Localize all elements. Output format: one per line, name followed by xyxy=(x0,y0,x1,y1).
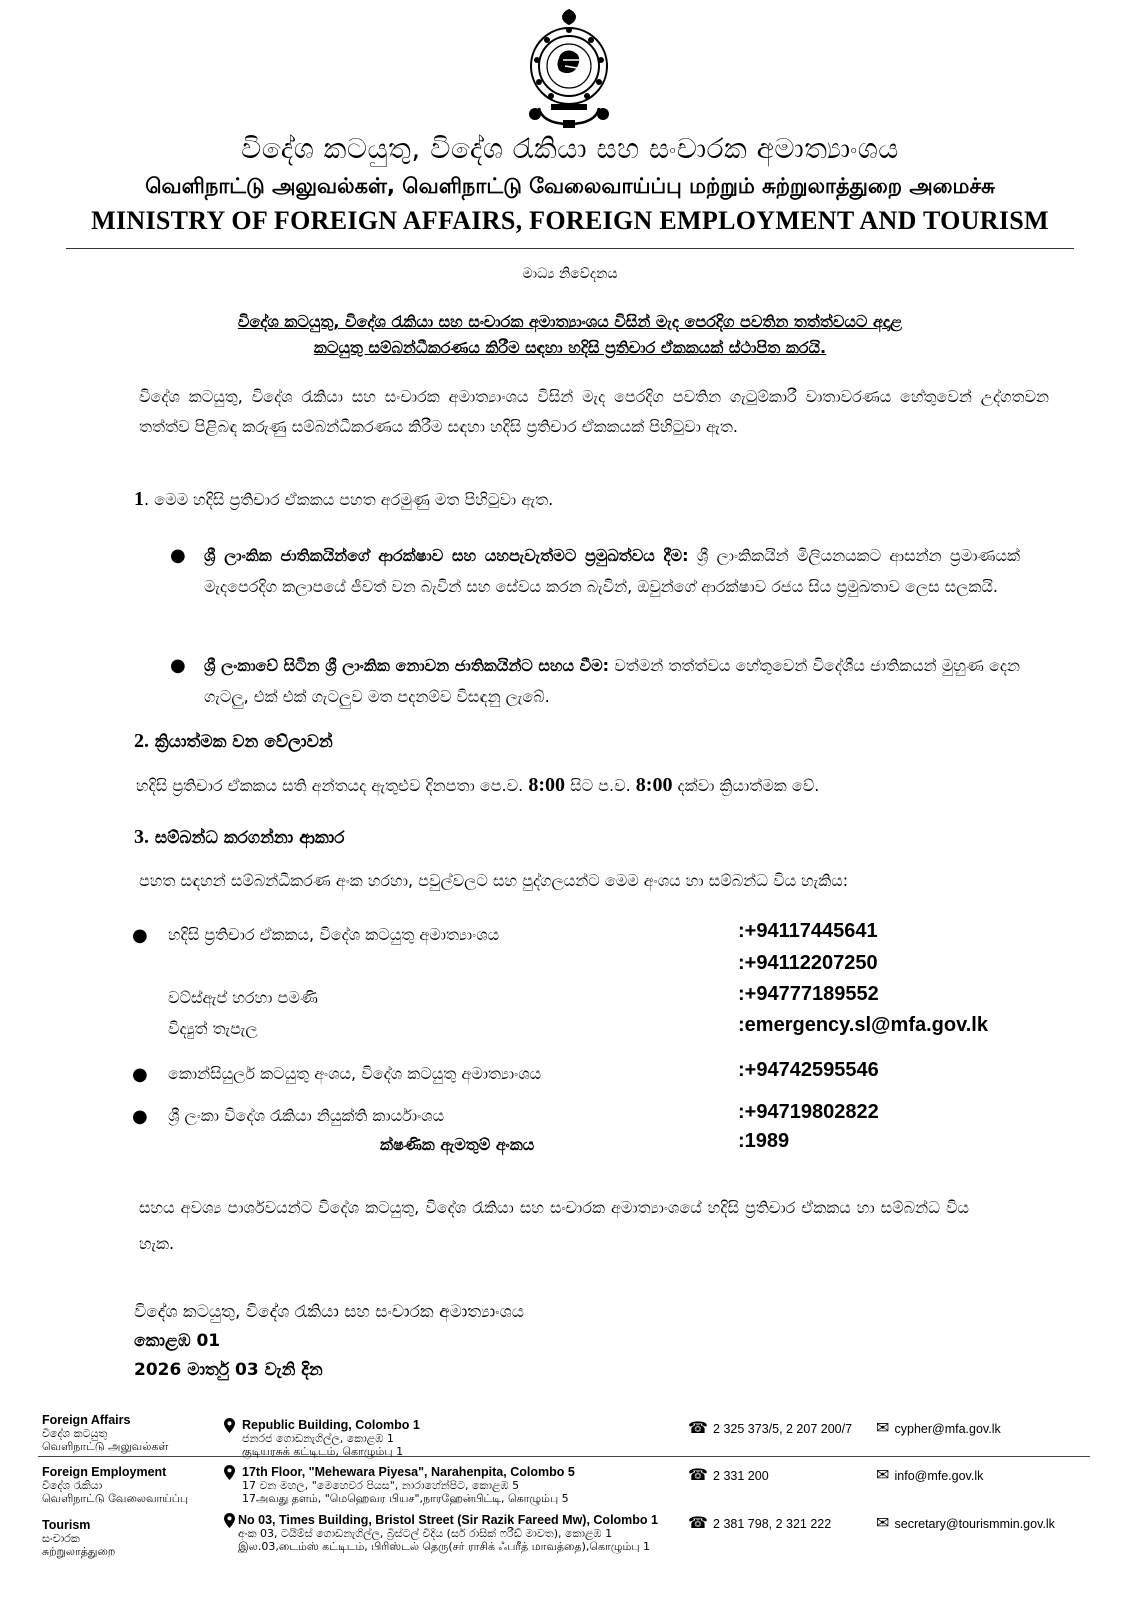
contact-intro: පහත සඳහන් සම්බන්ධීකරණ අංක හරහා, පවුල්වලට සහ පුද්ගලයන්ට මෙම අංශය හා සම්බන්ධ විය හැකිය: xyxy=(139,871,849,890)
section-2-heading xyxy=(134,730,333,753)
bullet-icon: ● xyxy=(170,655,186,676)
footer-phone-value: 2 381 798, 2 321 222 xyxy=(713,1517,832,1531)
envelope-icon: ✉ xyxy=(876,1513,890,1532)
objective-1-text: ශ්‍රී ලාංකිකයින් මිලියනයකට ආසන්න ප්‍රමාණයක් මැදපෙරදිග කලාපයේ ජීවත් වන බැවින් සහ සේවය කරන බැවින්, ඔවුන්ගේ ආරක්ෂාව රජය සිය ප්‍රමුඛතාව ලෙස සලකයි. xyxy=(204,546,1020,596)
ministry-name-tamil: வெளிநாட்டு அலுவல்கள், வெளிநாட்டு வேலைவாய்ப்பு மற்றும் சுற்றுலாத்துறை அமைச்சு xyxy=(145,174,995,198)
location-pin-icon xyxy=(224,1465,235,1484)
telephone-icon: ☎ xyxy=(688,1418,708,1437)
objective-2-title: ශ්‍රී ලංකාවේ සිටින ශ්‍රී ලාංකික නොවන ජාතිකයින්ට සහය වීම: xyxy=(204,656,610,675)
contact-label-consular: කොන්සියුලර් කටයුතු අංශය, විදේශ කටයුතු අමාත්‍යාංශය xyxy=(168,1064,542,1083)
footer-dept-sinhala: විදේශ රැකියා xyxy=(42,1479,103,1492)
section-3-number: 3. xyxy=(134,826,149,848)
section-3-title: සම්බන්ධ කරගන්නා ආකාර xyxy=(154,828,345,848)
footer-address-ta: குடியரசுக் கட்டிடம், கொழும்பு 1 xyxy=(242,1445,404,1458)
objective-1 xyxy=(204,540,1020,602)
footer-email-value[interactable]: info@mfe.gov.lk xyxy=(894,1469,984,1483)
location-pin-icon xyxy=(224,1418,235,1437)
signature-city: කොළඹ 01 xyxy=(134,1331,221,1351)
objective-2 xyxy=(204,650,1020,712)
contact-label-whatsapp: වට්ස්ඇප් හරහා පමණි xyxy=(168,988,318,1007)
footer-address-ta: இல.03,டைம்ஸ் கட்டிடம், பிரிஸ்டல் தெரு(சர் ராசிக் ஃபரீத் மாவத்தை),கொழும்பு 1 xyxy=(238,1540,651,1553)
title-line-1: විදේශ කටයුතු, විදේශ රැකියා සහ සංචාරක අමාත්‍යාංශය විසින් මැද පෙරදිග පවතින තත්ත්වයට අදාළ xyxy=(237,312,903,331)
section-1-text: . මෙම හදිසි ප්‍රතිචාර ඒකකය පහත අරමුණු මත පිහිටුවා ඇත. xyxy=(144,490,554,509)
bullet-icon: ● xyxy=(132,1106,148,1127)
footer-address-ta: 17அவது தளம், "மெஹெவர பியச",நாரஹேன்பிட்டி, கொழும்பு 5 xyxy=(242,1492,569,1505)
footer-address-en: 17th Floor, "Mehewara Piyesa", Narahenpita, Colombo 5 xyxy=(242,1465,575,1479)
footer-address-si: අංක 03, ටයිම්ස් ගොඩනැගිල්ල, බ්‍රිස්ටල් වීදිය (සර් රාසික් ෆරීඩ් මාවත), කොළඹ 1 xyxy=(238,1527,613,1540)
operating-hours-text xyxy=(136,774,819,797)
footer-email-foreign-affairs[interactable] xyxy=(876,1418,1001,1437)
footer-address-en: Republic Building, Colombo 1 xyxy=(242,1418,420,1432)
footer-dept-tamil: வெளிநாட்டு வேலைவாய்ப்பு xyxy=(42,1492,189,1505)
footer-email-value[interactable]: cypher@mfa.gov.lk xyxy=(894,1422,1001,1436)
footer-address-si: 17 වන මහල, "මෙහෙවර පියස", නාරාහේන්පිට, කොළඹ 5 xyxy=(242,1479,520,1492)
footer-phone-foreign-employment xyxy=(688,1465,769,1484)
footer-address-foreign-affairs xyxy=(224,1418,420,1458)
bullet-icon: ● xyxy=(132,1064,148,1085)
section-1-number: 1 xyxy=(134,488,144,510)
state-emblem xyxy=(521,8,617,130)
end-time: 8:00 xyxy=(635,774,673,796)
contact-email[interactable]: :emergency.sl@mfa.gov.lk xyxy=(738,1014,988,1036)
footer-email-value[interactable]: secretary@tourismmin.gov.lk xyxy=(894,1517,1055,1531)
contact-slbfe-phone[interactable]: :+94719802822 xyxy=(738,1101,879,1123)
contact-label-slbfe: ශ්‍රී ලංකා විදේශ රැකියා නියුක්ති කාර්යාංශය xyxy=(168,1106,445,1125)
footer-dept-sinhala: විදේශ කටයුතු xyxy=(42,1427,108,1440)
footer-divider xyxy=(38,1456,1090,1457)
footer-phone-foreign-affairs xyxy=(688,1418,852,1437)
footer-dept-title: Foreign Affairs xyxy=(42,1413,131,1427)
objective-1-title: ශ්‍රී ලාංකික ජාතිකයින්ගේ ආරක්ෂාව සහ යහපැවැත්මට ප්‍රමුඛත්වය දීම: xyxy=(204,546,689,565)
start-time: 8:00 xyxy=(528,774,565,796)
contact-phone-1[interactable]: :+94117445641 xyxy=(738,920,878,942)
footer-phone-value: 2 325 373/5, 2 207 200/7 xyxy=(713,1422,853,1436)
document-type: මාධ්‍ය නිවේදනය xyxy=(522,266,618,282)
ministry-name-sinhala: විදේශ කටයුතු, විදේශ රැකියා සහ සංචාරක අමාත්‍යාංශය xyxy=(241,132,899,165)
contact-phone-2[interactable]: :+94112207250 xyxy=(738,952,878,974)
footer-address-tourism xyxy=(224,1513,658,1553)
signature-date: 2026 මාර්තු 03 වැනි දින xyxy=(134,1360,323,1380)
hours-text-b: සිට ප.ව. xyxy=(565,776,636,795)
signature-ministry: විදේශ කටයුතු, විදේශ රැකියා සහ සංචාරක අමාත්‍යාංශය xyxy=(134,1302,524,1322)
header-divider xyxy=(66,248,1074,249)
section-1-heading xyxy=(134,488,553,511)
section-3-heading xyxy=(134,826,345,849)
envelope-icon: ✉ xyxy=(876,1418,890,1437)
footer-dept-tourism xyxy=(42,1518,115,1558)
footer-dept-title: Tourism xyxy=(42,1518,91,1532)
bullet-icon: ● xyxy=(170,545,186,566)
contact-consular-phone[interactable]: :+94742595546 xyxy=(738,1059,879,1081)
envelope-icon: ✉ xyxy=(876,1465,890,1484)
telephone-icon: ☎ xyxy=(688,1513,708,1532)
contact-label-hotline: ක්ෂණික ඇමතුම් අංකය xyxy=(380,1135,535,1154)
telephone-icon: ☎ xyxy=(688,1465,708,1484)
footer-dept-tamil: வெளிநாட்டு அலுவல்கள் xyxy=(42,1440,169,1453)
hours-text-a: හදිසි ප්‍රතිචාර ඒකකය සති අන්තයද ඇතුළුව දිනපතා පෙ.ව. xyxy=(136,776,529,795)
contact-whatsapp[interactable]: :+94777189552 xyxy=(738,983,879,1005)
title-line-2: කටයුතු සම්බන්ධීකරණය කිරීම සඳහා හදිසි ප්‍රතිචාර ඒකකයක් ස්ථාපිත කරයි. xyxy=(313,338,827,357)
ministry-name-english: MINISTRY OF FOREIGN AFFAIRS, FOREIGN EMPLOYMENT AND TOURISM xyxy=(91,206,1049,235)
footer-email-foreign-employment[interactable] xyxy=(876,1465,983,1484)
footer-dept-sinhala: සංචාරක xyxy=(42,1532,80,1545)
footer-dept-tamil: சுற்றுலாத்துறை xyxy=(42,1545,116,1558)
footer-dept-title: Foreign Employment xyxy=(42,1465,167,1479)
footer-address-foreign-employment xyxy=(224,1465,575,1505)
bullet-icon: ● xyxy=(132,925,148,946)
footer-address-en: No 03, Times Building, Bristol Street (Sir Razik Fareed Mw), Colombo 1 xyxy=(238,1513,658,1527)
contact-label-emergency-unit: හදිසි ප්‍රතිචාර ඒකකය, විදේශ කටයුතු අමාත්‍යාංශය xyxy=(168,925,500,944)
section-2-title: ක්‍රියාත්මක වන වේලාවන් xyxy=(154,732,333,752)
footer-phone-tourism xyxy=(688,1513,831,1532)
location-pin-icon xyxy=(224,1513,235,1532)
hours-text-c: දක්වා ක්‍රියාත්මක වේ. xyxy=(672,776,820,795)
footer-dept-foreign-employment xyxy=(42,1465,188,1505)
footer-phone-value: 2 331 200 xyxy=(713,1469,769,1483)
objective-2-text: වත්මන් තත්ත්වය හේතුවෙන් විදේශීය ජාතිකයන් මුහුණ දෙන ගැටලු, එක් එක් ගැටලුව මත පදනම්ව විසඳනු ලැබේ. xyxy=(204,656,1020,706)
contact-hotline[interactable]: :1989 xyxy=(738,1130,790,1152)
section-2-number: 2. xyxy=(134,730,149,752)
contact-label-email: විද්‍යුත් තැපැල xyxy=(168,1019,258,1038)
footer-email-tourism[interactable] xyxy=(876,1513,1055,1532)
footer-address-si: ජනරජ ගොඩනැගිල්ල, කොළඹ 1 xyxy=(242,1432,394,1445)
closing-paragraph: සහය අවශ්‍ය පාර්ශවයන්ට විදේශ කටයුතු, විදේශ රැකියා සහ සංචාරක අමාත්‍යාංශයේ හදිසි ප්‍රතිචාර ඒකකය හා සම්බන්ධ විය හැක. xyxy=(139,1198,969,1253)
intro-paragraph: විදේශ කටයුතු, විදේශ රැකියා සහ සංචාරක අමාත්‍යාංශය විසින් මැද පෙරදිග පවතින ගැටුම්කාරී වාතාවරණය හේතුවෙන් උද්ගතවන තත්ත්ව පිළිබඳ කරුණු සම්බන්ධීකරණය කිරීම සඳහා හදිසි ප්‍රතිචාර ඒකකයක් පිහිටුවා ඇත. xyxy=(139,387,1049,436)
footer-dept-foreign-affairs xyxy=(42,1413,168,1453)
